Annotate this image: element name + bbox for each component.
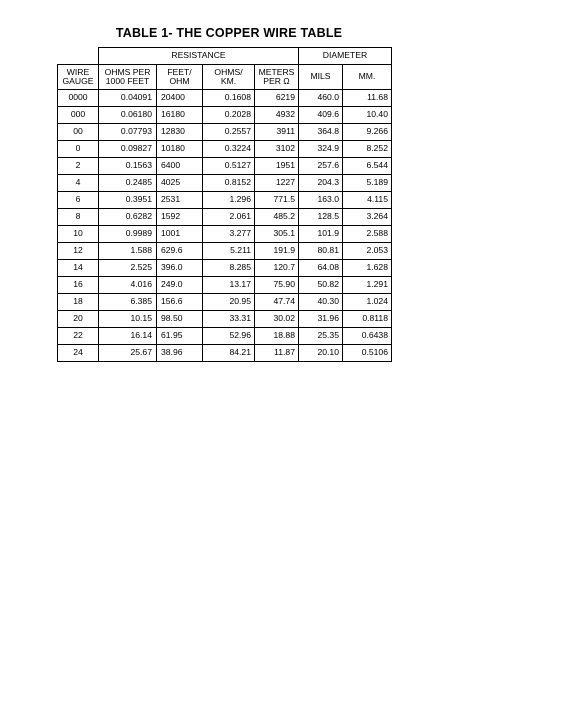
- cell-ohms-per-km: 0.2557: [203, 124, 255, 141]
- column-header-row: [58, 65, 392, 90]
- diameter-group-header: DIAMETER: [299, 48, 392, 65]
- cell-mils: 204.3: [299, 175, 343, 192]
- cell-ohms-per-km: 52.96: [203, 328, 255, 345]
- header-ohms-per-km: [203, 65, 255, 90]
- cell-ohms-per-1000-feet: 0.9989: [99, 226, 157, 243]
- cell-feet-per-ohm: 4025: [157, 175, 203, 192]
- cell-wire-gauge: 8: [58, 209, 99, 226]
- column-group-row: [58, 48, 392, 65]
- table-row: [58, 175, 392, 192]
- cell-ohms-per-1000-feet: 0.6282: [99, 209, 157, 226]
- cell-ohms-per-1000-feet: 0.1563: [99, 158, 157, 175]
- table-row: [58, 260, 392, 277]
- header-wire-gauge: [58, 65, 99, 90]
- header-feet-per-ohm: [157, 65, 203, 90]
- cell-mils: 20.10: [299, 345, 343, 362]
- cell-ohms-per-1000-feet: 6.385: [99, 294, 157, 311]
- table-row: [58, 345, 392, 362]
- cell-feet-per-ohm: 61.95: [157, 328, 203, 345]
- cell-mils: 64.08: [299, 260, 343, 277]
- cell-mils: 128.5: [299, 209, 343, 226]
- cell-ohms-per-1000-feet: 1.588: [99, 243, 157, 260]
- cell-mils: 80.81: [299, 243, 343, 260]
- header-line: OHMS PER: [104, 66, 151, 77]
- header-line: OHMS/: [214, 66, 243, 77]
- table-row: [58, 107, 392, 124]
- cell-ohms-per-1000-feet: 0.3951: [99, 192, 157, 209]
- cell-mils: 101.9: [299, 226, 343, 243]
- table-row: [58, 192, 392, 209]
- cell-meters-per-ohm: 3102: [255, 141, 299, 158]
- cell-mils: 409.6: [299, 107, 343, 124]
- cell-mm: 4.115: [343, 192, 392, 209]
- cell-mils: 50.82: [299, 277, 343, 294]
- cell-wire-gauge: 0000: [58, 90, 99, 107]
- header-line: OHM: [169, 76, 190, 86]
- cell-feet-per-ohm: 10180: [157, 141, 203, 158]
- header-line: FEET/: [167, 66, 192, 77]
- cell-meters-per-ohm: 47.74: [255, 294, 299, 311]
- table-row: [58, 90, 392, 107]
- cell-wire-gauge: 22: [58, 328, 99, 345]
- cell-ohms-per-km: 8.285: [203, 260, 255, 277]
- cell-wire-gauge: 14: [58, 260, 99, 277]
- cell-feet-per-ohm: 629.6: [157, 243, 203, 260]
- cell-meters-per-ohm: 11.87: [255, 345, 299, 362]
- table-row: [58, 277, 392, 294]
- table-row: [58, 209, 392, 226]
- cell-ohms-per-1000-feet: 10.15: [99, 311, 157, 328]
- cell-feet-per-ohm: 1001: [157, 226, 203, 243]
- cell-mm: 1.628: [343, 260, 392, 277]
- cell-wire-gauge: 2: [58, 158, 99, 175]
- cell-ohms-per-km: 3.277: [203, 226, 255, 243]
- cell-wire-gauge: 24: [58, 345, 99, 362]
- cell-meters-per-ohm: 30.02: [255, 311, 299, 328]
- cell-ohms-per-km: 0.1608: [203, 90, 255, 107]
- cell-feet-per-ohm: 12830: [157, 124, 203, 141]
- header-line: GAUGE: [62, 76, 94, 86]
- cell-mm: 1.024: [343, 294, 392, 311]
- table-row: [58, 124, 392, 141]
- table-title: TABLE 1- THE COPPER WIRE TABLE: [115, 26, 343, 40]
- cell-meters-per-ohm: 771.5: [255, 192, 299, 209]
- empty-header-cell: [58, 48, 99, 65]
- cell-meters-per-ohm: 3911: [255, 124, 299, 141]
- cell-ohms-per-km: 0.3224: [203, 141, 255, 158]
- cell-mm: 9.266: [343, 124, 392, 141]
- cell-mm: 11.68: [343, 90, 392, 107]
- cell-wire-gauge: 12: [58, 243, 99, 260]
- cell-ohms-per-km: 5.211: [203, 243, 255, 260]
- cell-meters-per-ohm: 6219: [255, 90, 299, 107]
- table-row: [58, 311, 392, 328]
- cell-wire-gauge: 10: [58, 226, 99, 243]
- cell-ohms-per-km: 0.5127: [203, 158, 255, 175]
- table-row: [58, 226, 392, 243]
- cell-mils: 364.8: [299, 124, 343, 141]
- cell-mm: 0.8118: [343, 311, 392, 328]
- cell-wire-gauge: 0: [58, 141, 99, 158]
- cell-wire-gauge: 20: [58, 311, 99, 328]
- header-mils: MILS: [299, 65, 343, 90]
- table-row: [58, 294, 392, 311]
- cell-wire-gauge: 6: [58, 192, 99, 209]
- cell-ohms-per-1000-feet: 0.06180: [99, 107, 157, 124]
- copper-wire-table: [57, 47, 392, 362]
- cell-wire-gauge: 4: [58, 175, 99, 192]
- cell-feet-per-ohm: 38.96: [157, 345, 203, 362]
- cell-mm: 5.189: [343, 175, 392, 192]
- cell-feet-per-ohm: 249.0: [157, 277, 203, 294]
- cell-meters-per-ohm: 120.7: [255, 260, 299, 277]
- cell-feet-per-ohm: 16180: [157, 107, 203, 124]
- table-row: [58, 328, 392, 345]
- header-ohms-per-1000-feet: [99, 65, 157, 90]
- table-row: [58, 243, 392, 260]
- cell-feet-per-ohm: 2531: [157, 192, 203, 209]
- table-row: [58, 141, 392, 158]
- cell-wire-gauge: 16: [58, 277, 99, 294]
- cell-wire-gauge: 000: [58, 107, 99, 124]
- cell-mm: 2.053: [343, 243, 392, 260]
- header-line: METERS: [258, 66, 295, 77]
- cell-mils: 25.35: [299, 328, 343, 345]
- cell-meters-per-ohm: 75.90: [255, 277, 299, 294]
- header-line: KM.: [220, 76, 237, 86]
- cell-ohms-per-1000-feet: 4.016: [99, 277, 157, 294]
- cell-mm: 6.544: [343, 158, 392, 175]
- cell-ohms-per-1000-feet: 0.2485: [99, 175, 157, 192]
- cell-feet-per-ohm: 396.0: [157, 260, 203, 277]
- cell-mils: 324.9: [299, 141, 343, 158]
- cell-feet-per-ohm: 98.50: [157, 311, 203, 328]
- cell-mils: 40.30: [299, 294, 343, 311]
- cell-ohms-per-km: 20.95: [203, 294, 255, 311]
- cell-mm: 0.5106: [343, 345, 392, 362]
- header-line: WIRE: [66, 66, 90, 77]
- cell-ohms-per-1000-feet: 2.525: [99, 260, 157, 277]
- cell-ohms-per-1000-feet: 0.09827: [99, 141, 157, 158]
- cell-mils: 460.0: [299, 90, 343, 107]
- cell-mm: 1.291: [343, 277, 392, 294]
- cell-mm: 10.40: [343, 107, 392, 124]
- cell-ohms-per-1000-feet: 16.14: [99, 328, 157, 345]
- cell-feet-per-ohm: 6400: [157, 158, 203, 175]
- cell-ohms-per-km: 0.2028: [203, 107, 255, 124]
- cell-ohms-per-1000-feet: 0.04091: [99, 90, 157, 107]
- cell-ohms-per-1000-feet: 0.07793: [99, 124, 157, 141]
- cell-wire-gauge: 00: [58, 124, 99, 141]
- cell-mm: 8.252: [343, 141, 392, 158]
- cell-ohms-per-km: 0.8152: [203, 175, 255, 192]
- table-row: [58, 158, 392, 175]
- table-body: [58, 90, 392, 362]
- header-mm: MM.: [343, 65, 392, 90]
- cell-ohms-per-1000-feet: 25.67: [99, 345, 157, 362]
- cell-mils: 31.96: [299, 311, 343, 328]
- header-line: PER Ω: [263, 76, 290, 86]
- cell-mils: 163.0: [299, 192, 343, 209]
- header-line: 1000 FEET: [105, 76, 150, 86]
- cell-meters-per-ohm: 1951: [255, 158, 299, 175]
- cell-meters-per-ohm: 191.9: [255, 243, 299, 260]
- cell-mm: 2.588: [343, 226, 392, 243]
- cell-ohms-per-km: 2.061: [203, 209, 255, 226]
- cell-wire-gauge: 18: [58, 294, 99, 311]
- resistance-group-header: RESISTANCE: [99, 48, 299, 65]
- cell-meters-per-ohm: 305.1: [255, 226, 299, 243]
- cell-feet-per-ohm: 156.6: [157, 294, 203, 311]
- cell-mils: 257.6: [299, 158, 343, 175]
- cell-ohms-per-km: 33.31: [203, 311, 255, 328]
- cell-ohms-per-km: 13.17: [203, 277, 255, 294]
- cell-meters-per-ohm: 1227: [255, 175, 299, 192]
- header-meters-per-ohm: [255, 65, 299, 90]
- cell-feet-per-ohm: 1592: [157, 209, 203, 226]
- cell-ohms-per-km: 1.296: [203, 192, 255, 209]
- cell-feet-per-ohm: 20400: [157, 90, 203, 107]
- cell-mm: 3.264: [343, 209, 392, 226]
- cell-meters-per-ohm: 18.88: [255, 328, 299, 345]
- cell-meters-per-ohm: 4932: [255, 107, 299, 124]
- cell-meters-per-ohm: 485.2: [255, 209, 299, 226]
- cell-ohms-per-km: 84.21: [203, 345, 255, 362]
- cell-mm: 0.6438: [343, 328, 392, 345]
